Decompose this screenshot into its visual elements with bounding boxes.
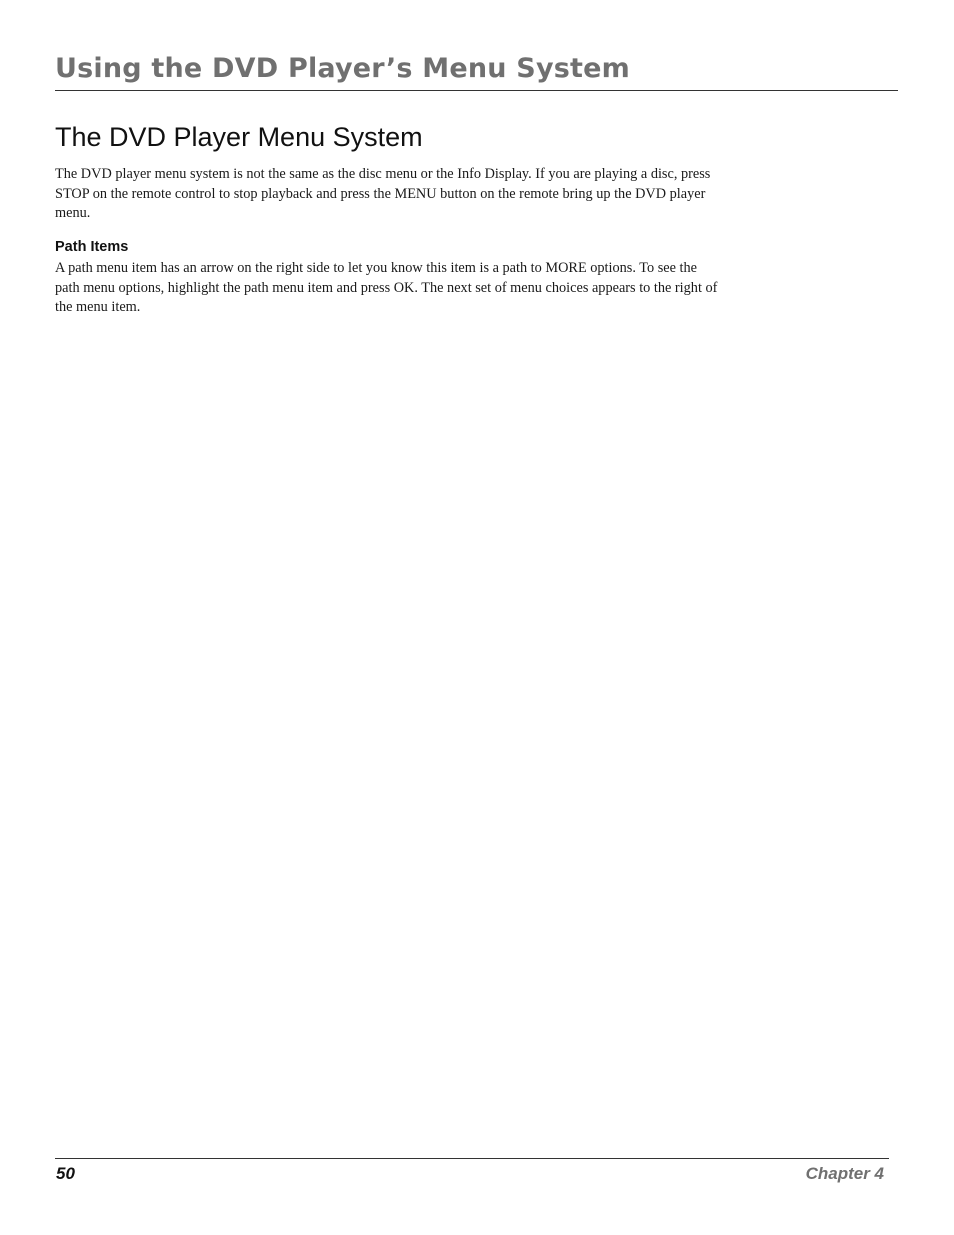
page-number: 50 bbox=[56, 1164, 75, 1183]
chapter-label: Chapter 4 bbox=[805, 1164, 884, 1183]
section-title: The DVD Player Menu System bbox=[55, 122, 423, 152]
chapter-header bbox=[55, 50, 898, 91]
page-footer bbox=[55, 1158, 889, 1189]
intro-paragraph: The DVD player menu system is not the same as the disc menu or the Info Display. If you are playing a disc, press STOP on the remote control to stop playback and press the MENU button on the remote bring up the DVD player menu. bbox=[55, 166, 711, 222]
path-items-paragraph: A path menu item has an arrow on the right side to let you know this item is a path to MORE options. To see the path menu options, highlight the path menu item and press OK. The next set of menu choices appears to the right of the menu item. bbox=[55, 260, 718, 316]
chapter-title: Using the DVD Player’s Menu System bbox=[55, 53, 630, 84]
path-items-heading: Path Items bbox=[55, 239, 129, 255]
